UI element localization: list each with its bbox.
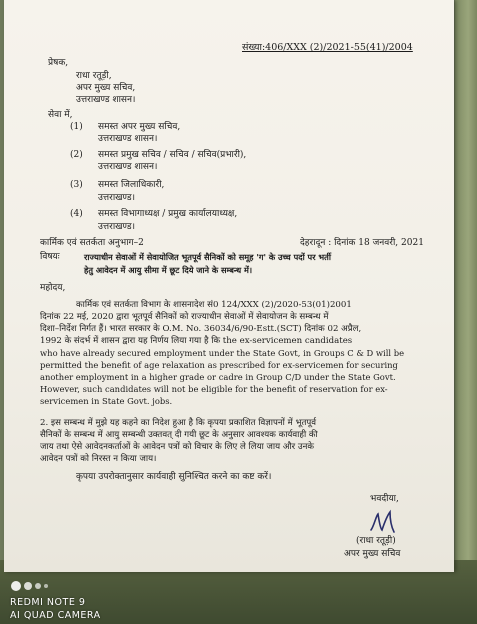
body-line: दिशा–निर्देश निर्गत हैं। भारत सरकार के O.M. No. 36034/6/90-Estt.(SCT) दिनांक 02 अप्रैल, xyxy=(40,324,362,334)
body-line: दिनांक 22 मई, 2020 द्वारा भूतपूर्व सैनिकों को राज्याधीन सेवाओं में सेवायोजन के सम्बन्ध में xyxy=(40,312,329,322)
recipient-number: (1) xyxy=(70,122,83,132)
subject-line: हेतु आवेदन में आयु सीमा में छूट दिये जाने के सम्बन्ध में। xyxy=(84,265,253,275)
body-line: कार्मिक एवं सतर्कता विभाग के शासनादेश सं0 124/XXX (2)/2020-53(01)2001 xyxy=(76,300,352,310)
body-line: 1992 के संदर्भ में शासन द्वारा यह निर्णय लिया गया है कि the ex-servicemen candidates xyxy=(40,336,353,346)
background-surface xyxy=(455,0,477,624)
recipient-line: उत्तराखण्ड। xyxy=(98,222,136,232)
recipient-line: उत्तराखण्ड शासन। xyxy=(98,134,158,144)
body-line: 2. इस सम्बन्ध में मुझे यह कहने का निदेश हुआ है कि कृपया प्रकाशित विज्ञापनों में भूतपूर्व xyxy=(40,418,317,428)
camera-type-watermark: AI QUAD CAMERA xyxy=(10,610,101,621)
sender-office: उत्तराखण्ड शासन। xyxy=(76,95,136,105)
recipient-number: (4) xyxy=(70,209,83,219)
sender-name: राधा रतूड़ी, xyxy=(76,71,112,81)
recipient-line: समस्त प्रमुख सचिव / सचिव / सचिव(प्रभारी), xyxy=(98,150,247,160)
body-line: जाय तथा ऐसे आवेदनकर्ताओं के आवेदन पत्रों को विचार के लिए ले लिया जाय और उनके xyxy=(40,442,314,452)
camera-dots-icon xyxy=(10,578,70,594)
camera-model-watermark: REDMI NOTE 9 xyxy=(10,597,86,608)
recipient-line: उत्तराखण्ड शासन। xyxy=(98,162,158,172)
signatory-name: (राधा रतूड़ी) xyxy=(356,536,396,546)
sender-label: प्रेषक, xyxy=(48,58,69,68)
to-label: सेवा में, xyxy=(48,110,73,120)
subject-line: राज्याधीन सेवाओं में सेवायोजित भूतपूर्व सैनिकों को समूह 'ग' के उच्च पदों पर भर्ती xyxy=(84,252,331,262)
reference-number: संख्या:406/XXX (2)/2021-55(41)/2004 xyxy=(242,42,413,53)
closing-request: कृपया उपरोक्तानुसार कार्यवाही सुनिश्चित करने का कष्ट करें। xyxy=(76,472,272,482)
body-line: However, such candidates will not be eligible for the benefit of reservation for ex- xyxy=(40,384,388,394)
body-line: आवेदन पत्रों को निरस्त न किया जाय। xyxy=(40,454,157,464)
body-line: servicemen in State Govt. jobs. xyxy=(40,396,173,406)
letter-page xyxy=(4,0,454,572)
sender-designation: अपर मुख्य सचिव, xyxy=(76,83,136,93)
signatory-title: अपर मुख्य सचिव xyxy=(344,549,401,559)
recipient-line: समस्त जिलाधिकारी, xyxy=(98,180,165,190)
recipient-number: (2) xyxy=(70,150,83,160)
body-line: who have already secured employment under the State Govt, in Groups C & D will be xyxy=(40,348,405,358)
salutation: महोदय, xyxy=(40,283,66,293)
closing: भवदीया, xyxy=(370,494,399,504)
recipient-number: (3) xyxy=(70,180,83,190)
recipient-line: समस्त अपर मुख्य सचिव, xyxy=(98,122,181,132)
subject-label: विषयः xyxy=(40,252,60,262)
signature-image xyxy=(368,508,398,536)
letter-date: देहरादून : दिनांक 18 जनवरी, 2021 xyxy=(300,238,424,248)
body-line: permitted the benefit of age relaxation as prescribed for ex-servicemen for securing xyxy=(40,360,398,370)
body-line: सैनिकों के सम्बन्ध में आयु सम्बन्धी उक्तवत् दी गयी छूट के अनुसार आवश्यक कार्यवाही की xyxy=(40,430,318,440)
body-line: another employment in a higher grade or cadre in Group C/D under the State Govt. xyxy=(40,372,396,382)
section-name: कार्मिक एवं सतर्कता अनुभाग–2 xyxy=(40,238,144,248)
recipient-line: उत्तराखण्ड। xyxy=(98,193,136,203)
recipient-line: समस्त विभागाध्यक्ष / प्रमुख कार्यालयाध्यक्ष, xyxy=(98,209,238,219)
